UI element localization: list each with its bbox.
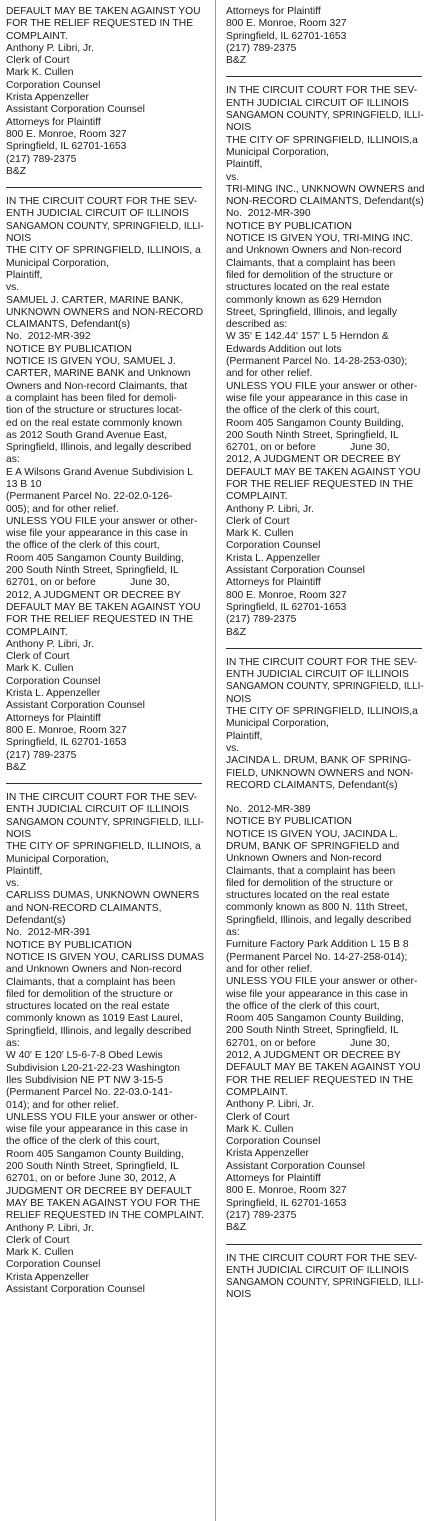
notice-line: 2012, A JUDGMENT OR DECREE BY [6, 589, 181, 601]
notice-line: Mark K. Cullen [6, 67, 74, 79]
notice-line: W 35' E 142.44' 157' L 5 Herndon & [226, 331, 389, 343]
notice-line: Springfield, IL 62701-1653 [226, 30, 347, 42]
notice-line: ENTH JUDICIAL CIRCUIT OF ILLINOIS [6, 208, 189, 220]
notice-line: Attorneys for Plaintiff [226, 6, 321, 17]
notice-line: the office of the clerk of this court, [6, 1136, 160, 1148]
notice-separator [6, 783, 202, 784]
notice-line: 62701, on or before June 30, [226, 1037, 390, 1049]
notice-line: 2012, A JUDGMENT OR DECREE BY [226, 1050, 401, 1062]
notice-line: Subdivision L20-21-22-23 Washington [6, 1062, 181, 1074]
notice-line: Krista Appenzeller [6, 92, 89, 104]
notice-line: wise file your appearance in this case in [226, 392, 408, 404]
notice-line: IN THE CIRCUIT COURT FOR THE SEV- [6, 196, 198, 208]
notice-line: Krista L. Appenzeller [226, 552, 321, 564]
notice-line: COMPLAINT. [6, 626, 68, 638]
notice-line: Springfield, Illinois, and legally described [226, 914, 412, 926]
notice-line: 800 E. Monroe, Room 327 [6, 128, 127, 140]
notice-line: Furniture Factory Park Addition L 15 B 8 [226, 939, 409, 951]
notice-line: (217) 789-2375 [6, 749, 77, 761]
notice-line: Anthony P. Libri, Jr. [6, 638, 94, 650]
notice-line: Corporation Counsel [6, 675, 101, 687]
notice-separator [226, 1244, 422, 1245]
notice-line: Corporation Counsel [226, 540, 321, 552]
notice-line: Anthony P. Libri, Jr. [226, 1099, 314, 1111]
notice-line: NOTICE IS GIVEN YOU, TRI-MING INC. [226, 233, 414, 245]
notice-line: a complaint has been filed for demoli- [6, 392, 177, 404]
notice-line: UNLESS YOU FILE your answer or other- [6, 1111, 198, 1123]
notice-line: 200 South Ninth Street, Springfield, IL [226, 429, 399, 441]
notice-line: IN THE CIRCUIT COURT FOR THE SEV- [226, 1252, 418, 1264]
notice-line: tion of the structure or structures locat- [6, 405, 183, 417]
notice-line: THE CITY OF SPRINGFIELD, ILLINOIS, a [6, 245, 201, 257]
notice-line: (217) 789-2375 [6, 153, 77, 165]
notice-line: 005); and for other relief. [6, 503, 119, 515]
notice-line: DRUM, BANK OF SPRINGFIELD and [226, 841, 400, 852]
notice-line: and for other relief. [226, 368, 313, 380]
notice-line: 014); and for other relief. [6, 1099, 119, 1111]
notice-line: (217) 789-2375 [226, 42, 297, 54]
notice-line: Anthony P. Libri, Jr. [6, 42, 94, 54]
notice-line: Corporation Counsel [6, 79, 101, 91]
notice-line: B&Z [226, 55, 247, 67]
notice-line: Mark K. Cullen [226, 1123, 294, 1135]
notice-block [226, 85, 426, 638]
notice-line: Plaintiff, [226, 730, 263, 742]
notice-line: SANGAMON COUNTY, SPRINGFIELD, ILLI- [226, 681, 424, 693]
notice-block [6, 6, 206, 178]
notice-line: COMPLAINT. [226, 491, 288, 503]
notice-line: filed for demolition of the structure or [6, 988, 173, 1000]
notice-line: Assistant Corporation Counsel [226, 1160, 365, 1172]
notice-line: No. 2012-MR-389 [226, 804, 311, 816]
notice-line: Municipal Corporation, [6, 853, 109, 865]
notice-separator [226, 648, 422, 649]
notice-line: CLAIMANTS, Defendant(s) [6, 319, 131, 331]
notice-line: NOTICE IS GIVEN YOU, JACINDA L. [226, 828, 398, 840]
notice-line: 200 South Ninth Street, Springfield, IL [226, 1025, 399, 1037]
notice-line: Assistant Corporation Counsel [6, 1283, 145, 1295]
notice-line: as 2012 South Grand Avenue East, [6, 429, 168, 441]
notice-line: ENTH JUDICIAL CIRCUIT OF ILLINOIS [6, 804, 189, 816]
notice-separator [6, 187, 202, 188]
notice-line: Clerk of Court [6, 1234, 70, 1246]
notice-line: ENTH JUDICIAL CIRCUIT OF ILLINOIS [226, 1264, 409, 1276]
notice-line: Assistant Corporation Counsel [6, 700, 145, 712]
notice-line: SANGAMON COUNTY, SPRINGFIELD, ILLI- [226, 110, 424, 122]
left-column [6, 6, 206, 1521]
notice-line: Defendant(s) [6, 915, 66, 927]
notice-line: the office of the clerk of this court, [226, 1000, 380, 1012]
notice-line: 62701, on or before June 30, [6, 577, 170, 589]
notice-line: Claimants, that a complaint has been [6, 976, 176, 988]
notice-line: Room 405 Sangamon County Building, [226, 417, 404, 429]
notice-line: UNLESS YOU FILE your answer or other- [6, 515, 198, 527]
notice-line: B&Z [226, 1222, 247, 1234]
notice-line: NOIS [226, 1289, 252, 1301]
notice-line: Owners and Non-record Claimants, that [6, 380, 188, 392]
notice-line: IN THE CIRCUIT COURT FOR THE SEV- [6, 792, 198, 804]
notice-line: NOIS [6, 233, 32, 245]
notice-line: FOR THE RELIEF REQUESTED IN THE [226, 478, 414, 490]
notice-line: NOIS [226, 122, 252, 134]
notice-line: Mark K. Cullen [6, 663, 74, 675]
notice-line: Krista Appenzeller [226, 1148, 309, 1160]
notice-line: UNLESS YOU FILE your answer or other- [226, 976, 418, 988]
notice-line: Mark K. Cullen [226, 528, 294, 540]
notice-line: TRI-MING INC., UNKNOWN OWNERS and [226, 183, 425, 195]
notice-line: the office of the clerk of this court, [6, 540, 160, 552]
notice-line: IN THE CIRCUIT COURT FOR THE SEV- [226, 656, 418, 668]
notice-line: filed for demolition of the structure or [226, 877, 393, 889]
notice-line: structures located on the real estate [6, 1001, 170, 1013]
notice-line: as: [226, 927, 240, 939]
notice-line: SAMUEL J. CARTER, MARINE BANK, [6, 294, 184, 306]
notice-line: 62701, on or before June 30, 2012, A [6, 1173, 176, 1185]
notice-line: COMPLAINT. [226, 1086, 288, 1098]
notice-line: NOIS [226, 693, 252, 705]
notice-line [226, 792, 424, 804]
notice-line: 200 South Ninth Street, Springfield, IL [6, 565, 179, 577]
notice-line: ENTH JUDICIAL CIRCUIT OF ILLINOIS [226, 97, 409, 109]
notice-block [226, 657, 426, 1235]
notice-line: Clerk of Court [6, 651, 70, 663]
notice-line: 800 E. Monroe, Room 327 [226, 589, 347, 601]
notice-line: Street, Springfield, Illinois, and legally [226, 306, 397, 318]
notice-line: Municipal Corporation, [226, 718, 329, 730]
notice-line: Krista L. Appenzeller [6, 688, 101, 700]
notice-line: Mark K. Cullen [6, 1247, 74, 1259]
notice-line: CARTER, MARINE BANK and Unknown [6, 368, 191, 380]
notice-line: Springfield, Illinois, and legally described [6, 442, 192, 454]
notice-line: B&Z [226, 626, 247, 638]
notice-line: SANGAMON COUNTY, SPRINGFIELD, ILLI- [6, 816, 204, 828]
notice-line: Municipal Corporation, [6, 257, 109, 269]
notice-line: Attorneys for Plaintiff [226, 1173, 321, 1185]
notice-line: NOTICE IS GIVEN YOU, CARLISS DUMAS [6, 951, 204, 963]
notice-line: Assistant Corporation Counsel [226, 565, 365, 577]
notice-line: FOR THE RELIEF REQUESTED IN THE [6, 18, 194, 30]
notice-line: (Permanent Parcel No. 22-02.0-126- [6, 491, 173, 503]
notice-line: FOR THE RELIEF REQUESTED IN THE [6, 614, 194, 626]
notice-line: the office of the clerk of this court, [226, 405, 380, 417]
notice-line: Room 405 Sangamon County Building, [226, 1013, 404, 1025]
notice-line: vs. [226, 171, 240, 183]
notice-line: UNKNOWN OWNERS and NON-RECORD [6, 306, 204, 318]
notice-line: FIELD, UNKNOWN OWNERS and NON- [226, 767, 414, 779]
notice-line: ENTH JUDICIAL CIRCUIT OF ILLINOIS [226, 669, 409, 681]
notice-line: 800 E. Monroe, Room 327 [226, 18, 347, 30]
notice-line: (Permanent Parcel No. 14-27-258-014); [226, 951, 408, 963]
notice-line: DEFAULT MAY BE TAKEN AGAINST YOU [6, 601, 201, 613]
notice-line: Clerk of Court [6, 55, 70, 67]
notice-line: Springfield, IL 62701-1653 [6, 737, 127, 749]
notice-block [6, 792, 206, 1296]
notice-line: Anthony P. Libri, Jr. [226, 503, 314, 515]
notice-line: 800 E. Monroe, Room 327 [6, 724, 127, 736]
notice-line: 62701, on or before June 30, [226, 442, 390, 454]
notice-line: Plaintiff, [226, 159, 263, 171]
notice-line: NOTICE IS GIVEN YOU, SAMUEL J. [6, 356, 176, 368]
notice-line: JACINDA L. DRUM, BANK OF SPRING- [226, 755, 412, 767]
notice-line: and Unknown Owners and Non-record [6, 964, 182, 976]
notice-line: Edwards Addition out lots [226, 343, 342, 355]
notice-line: wise file your appearance in this case in [226, 988, 408, 1000]
notice-line: NOIS [6, 829, 32, 840]
notice-line: as: [6, 1038, 20, 1050]
notice-block [226, 1253, 426, 1302]
notice-line: and for other relief. [226, 963, 313, 975]
notice-line: DEFAULT MAY BE TAKEN AGAINST YOU [226, 1062, 421, 1074]
notice-line: and Unknown Owners and Non-record [226, 245, 402, 257]
notice-line: SANGAMON COUNTY, SPRINGFIELD, ILLI- [226, 1277, 424, 1289]
notice-line: E A Wilsons Grand Avenue Subdivision L [6, 466, 193, 478]
column-divider [215, 0, 216, 1521]
notice-line: 2012, A JUDGMENT OR DECREE BY [226, 454, 401, 466]
notice-line: SANGAMON COUNTY, SPRINGFIELD, ILLI- [6, 220, 204, 232]
notice-line: (217) 789-2375 [226, 1209, 297, 1221]
notice-line: (217) 789-2375 [226, 614, 297, 626]
notice-line: Assistant Corporation Counsel [6, 104, 145, 116]
notice-line: Room 405 Sangamon County Building, [6, 1148, 184, 1160]
notice-line: Springfield, Illinois, and legally described [6, 1025, 192, 1037]
notice-block [6, 196, 206, 774]
notice-line: Corporation Counsel [226, 1136, 321, 1148]
notice-line: Unknown Owners and Non-record [226, 853, 382, 865]
notice-line: JUDGMENT OR DECREE BY DEFAULT [6, 1185, 192, 1197]
notice-line: RELIEF REQUESTED IN THE COMPLAINT. [6, 1210, 204, 1222]
notice-separator [226, 76, 422, 77]
notice-line: 800 E. Monroe, Room 327 [226, 1185, 347, 1197]
notice-line: CARLISS DUMAS, UNKNOWN OWNERS [6, 890, 200, 902]
notice-line: described as: [226, 319, 288, 331]
notice-line: Municipal Corporation, [226, 146, 329, 158]
notice-line: DEFAULT MAY BE TAKEN AGAINST YOU [226, 466, 421, 478]
notice-line: NOTICE BY PUBLICATION [6, 343, 132, 355]
notice-line: THE CITY OF SPRINGFIELD, ILLINOIS, a [6, 841, 201, 853]
notice-line: FOR THE RELIEF REQUESTED IN THE [226, 1074, 414, 1086]
notice-line: Corporation Counsel [6, 1259, 101, 1271]
notice-line: Claimants, that a complaint has been [226, 865, 396, 877]
notice-line: Attorneys for Plaintiff [226, 577, 321, 589]
notice-line: Plaintiff, [6, 865, 43, 877]
notice-line: as: [6, 454, 20, 466]
notice-line: commonly known as 1019 East Laurel, [6, 1013, 183, 1025]
right-column [226, 6, 426, 1521]
notice-line: UNLESS YOU FILE your answer or other- [226, 380, 418, 392]
notice-line: structures located on the real estate [226, 890, 390, 902]
notice-line: DEFAULT MAY BE TAKEN AGAINST YOU [6, 6, 201, 17]
notice-line: RECORD CLAIMANTS, Defendant(s) [226, 779, 398, 791]
notice-line: vs. [226, 742, 240, 754]
notice-line: structures located on the real estate [226, 282, 390, 294]
notice-line: Iles Subdivision NE PT NW 3-15-5 [6, 1074, 164, 1086]
notice-line: Anthony P. Libri, Jr. [6, 1222, 94, 1234]
notice-line: B&Z [6, 761, 27, 773]
notice-line: commonly known as 629 Herndon [226, 294, 382, 306]
notice-line: wise file your appearance in this case in [6, 528, 188, 540]
notice-line: Attorneys for Plaintiff [6, 712, 101, 724]
notice-line: IN THE CIRCUIT COURT FOR THE SEV- [226, 85, 418, 97]
notice-line: wise file your appearance in this case in [6, 1124, 188, 1136]
notice-line: THE CITY OF SPRINGFIELD, ILLINOIS,a [226, 706, 418, 718]
notice-line: 13 B 10 [6, 478, 42, 490]
notice-line: Springfield, IL 62701-1653 [226, 601, 347, 613]
notice-line: Plaintiff, [6, 269, 43, 281]
notice-line: B&Z [6, 165, 27, 177]
notice-line: ed on the real estate commonly known [6, 417, 183, 429]
notice-line: Krista Appenzeller [6, 1271, 89, 1283]
notice-line: and NON-RECORD CLAIMANTS, [6, 902, 162, 914]
notice-line: COMPLAINT. [6, 30, 68, 42]
notice-line: vs. [6, 878, 20, 890]
notice-line: Claimants, that a complaint has been [226, 257, 396, 269]
notice-block [226, 6, 426, 67]
notice-line: commonly known as 800 N. 11th Street, [226, 902, 408, 914]
notice-line: MAY BE TAKEN AGAINST YOU FOR THE [6, 1197, 201, 1209]
notice-line: Springfield, IL 62701-1653 [6, 141, 127, 153]
notice-line: vs. [6, 282, 20, 294]
notice-line: No. 2012-MR-390 [226, 208, 311, 220]
notice-line: NOTICE BY PUBLICATION [226, 220, 352, 232]
notice-line: 200 South Ninth Street, Springfield, IL [6, 1161, 179, 1173]
notice-line: No. 2012-MR-391 [6, 927, 91, 939]
notice-line: Room 405 Sangamon County Building, [6, 552, 184, 564]
notice-line: Attorneys for Plaintiff [6, 116, 101, 128]
notice-line: filed for demolition of the structure or [226, 269, 393, 281]
notice-line: Clerk of Court [226, 515, 290, 527]
notice-line: (Permanent Parcel No. 14-28-253-030); [226, 356, 408, 368]
notice-line: THE CITY OF SPRINGFIELD, ILLINOIS,a [226, 134, 418, 146]
notice-line: NOTICE BY PUBLICATION [6, 939, 132, 951]
notice-line: W 40' E 120' L5-6-7-8 Obed Lewis [6, 1050, 163, 1062]
notice-line: No. 2012-MR-392 [6, 331, 91, 343]
notice-line: NOTICE BY PUBLICATION [226, 816, 352, 828]
notice-line: NON-RECORD CLAIMANTS, Defendant(s) [226, 196, 424, 208]
notice-line: Clerk of Court [226, 1111, 290, 1123]
notice-line: Springfield, IL 62701-1653 [226, 1197, 347, 1209]
notice-line: (Permanent Parcel No. 22-03.0-141- [6, 1087, 173, 1099]
